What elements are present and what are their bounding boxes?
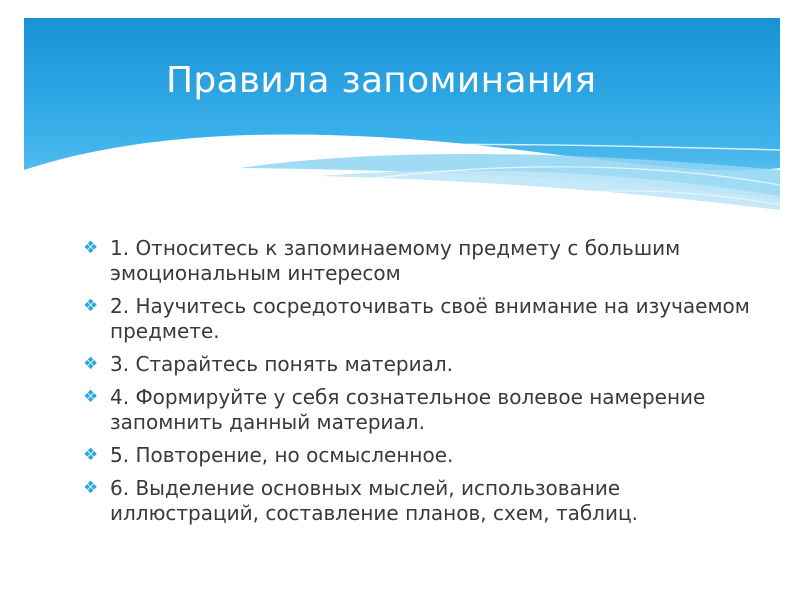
list-item-text: 3. Старайтесь понять материал. (110, 352, 453, 376)
list-item (80, 385, 760, 435)
list-item-text: 2. Научитесь сосредоточивать своё внимание на изучаемом предмете. (110, 294, 750, 343)
diamond-bullet-icon: ❖ (83, 296, 99, 316)
diamond-bullet-icon: ❖ (83, 478, 99, 498)
list-item-text: 4. Формируйте у себя сознательное волевое намерение запомнить данный материал. (110, 385, 706, 434)
diamond-bullet-icon: ❖ (83, 354, 99, 374)
diamond-bullet-icon: ❖ (83, 387, 99, 407)
bullet-list (80, 236, 760, 534)
diamond-bullet-icon: ❖ (83, 445, 99, 465)
list-item (80, 476, 760, 526)
list-item-text: 6. Выделение основных мыслей, использование иллюстраций, составление планов, схем, таблиц. (110, 476, 638, 525)
list-item (80, 352, 760, 377)
slide-title: Правила запоминания (166, 60, 597, 101)
diamond-bullet-icon: ❖ (83, 238, 99, 258)
list-item (80, 443, 760, 468)
header-wave-decoration (0, 0, 800, 230)
list-item (80, 236, 760, 286)
list-item-text: 1. Относитесь к запоминаемому предмету с большим эмоциональным интересом (110, 236, 681, 285)
list-item-text: 5. Повторение, но осмысленное. (110, 443, 454, 467)
list-item (80, 294, 760, 344)
